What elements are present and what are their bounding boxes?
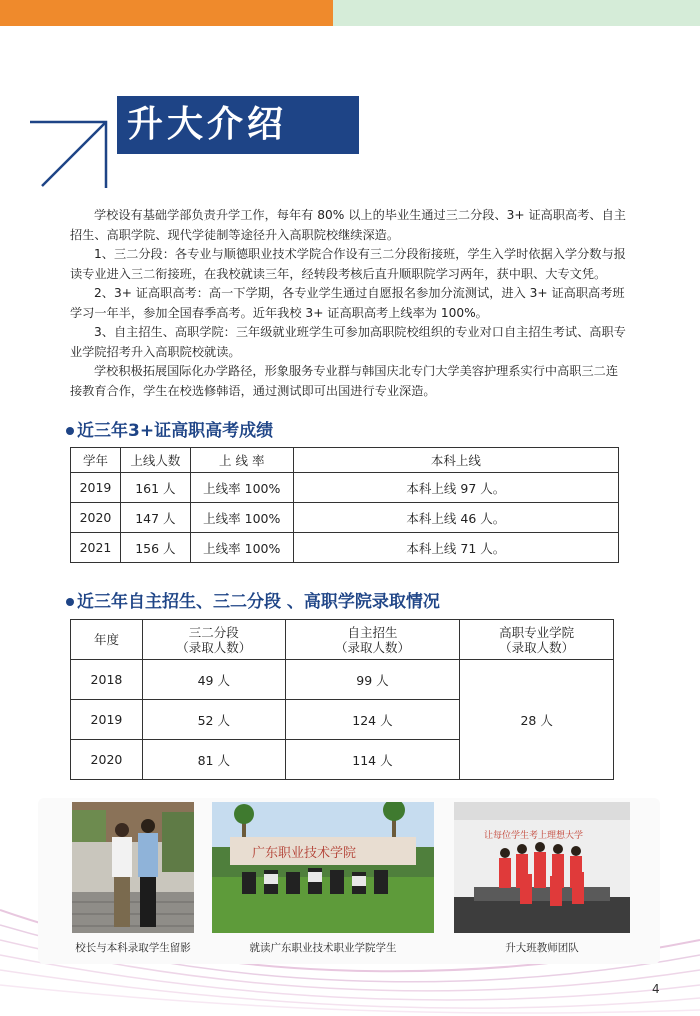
table-cell: 2019 (71, 473, 121, 503)
top-orange-bar (0, 0, 333, 26)
table-cell: 124 人 (285, 700, 460, 740)
page-number: 4 (652, 982, 660, 996)
header-line: 自主招生 (347, 624, 398, 640)
top-green-bar (333, 0, 700, 26)
header-line: （录取人数） (176, 639, 252, 655)
table-header-cell: 上线人数 (120, 448, 190, 473)
table-header-cell (460, 620, 614, 660)
arrow-decoration-icon (28, 112, 118, 192)
page-title: 升大介绍 (117, 96, 359, 154)
photo-illustration (72, 802, 194, 933)
table-header-cell: 学年 (71, 448, 121, 473)
table-cell: 本科上线 71 人。 (293, 533, 618, 563)
header-line: （录取人数） (334, 639, 410, 655)
table-cell: 114 人 (285, 740, 460, 780)
photo-illustration (212, 802, 434, 933)
photo-caption: 校长与本科录取学生留影 (75, 942, 191, 954)
banner-text: 让每位学生考上理想大学 (484, 831, 584, 841)
table-row (71, 473, 619, 503)
table-cell-merged: 28 人 (460, 660, 614, 780)
section-heading-text: 近三年自主招生、三二分段 、高职学院录取情况 (77, 592, 440, 612)
header-line: 三二分段 (188, 624, 239, 640)
table-header-cell: 本科上线 (293, 448, 618, 473)
section-heading-exam-results (66, 416, 273, 441)
table-cell: 2018 (71, 660, 143, 700)
table-cell: 2021 (71, 533, 121, 563)
table-cell: 156 人 (120, 533, 190, 563)
table-cell: 本科上线 46 人。 (293, 503, 618, 533)
table-cell: 本科上线 97 人。 (293, 473, 618, 503)
table-row (71, 503, 619, 533)
header-line: （录取人数） (499, 639, 575, 655)
header-line: 高职专业学院 (499, 624, 575, 640)
section-heading-text: 近三年3+证高职高考成绩 (77, 421, 274, 441)
table-header-cell: 年度 (71, 620, 143, 660)
table-row (71, 660, 614, 700)
table-cell: 81 人 (142, 740, 285, 780)
exam-results-table (70, 447, 619, 563)
table-header-cell (285, 620, 460, 660)
table-cell: 52 人 (142, 700, 285, 740)
table-header-cell: 上 线 率 (190, 448, 293, 473)
photo-caption: 升大班教师团队 (505, 942, 579, 954)
intro-paragraph: 1、三二分段：各专业与顺德职业技术学院合作设有三二分段衔接班，学生入学时依据入学分数与报读专业进入三二衔接班，在我校就读三年，经转段考核后直升顺职院学习两年，获中职、大专文凭。 (70, 247, 626, 281)
photo-illustration (454, 802, 630, 933)
section-heading-admissions (66, 587, 440, 612)
table-cell: 99 人 (285, 660, 460, 700)
sign-text: 广东职业技术学院 (252, 846, 357, 861)
table-cell: 上线率 100% (190, 473, 293, 503)
table-cell: 2020 (71, 740, 143, 780)
photo-college-students (212, 802, 434, 933)
table-cell: 上线率 100% (190, 533, 293, 563)
intro-paragraph: 学校积极拓展国际化办学路径，形象服务专业群与韩国庆北专门大学美容护理系实行中高职三二连接教育合作，学生在校选修韩语，通过测试即可出国进行专业深造。 (70, 364, 619, 398)
table-header-row (71, 620, 614, 660)
photo-caption: 就读广东职业技术职业学院学生 (249, 942, 397, 954)
table-cell: 2020 (71, 503, 121, 533)
table-cell: 147 人 (120, 503, 190, 533)
table-cell: 49 人 (142, 660, 285, 700)
intro-paragraph: 3、自主招生、高职学院：三年级就业班学生可参加高职院校组织的专业对口自主招生考试、高职专业学院招考升入高职院校就读。 (70, 325, 626, 359)
table-cell: 上线率 100% (190, 503, 293, 533)
admissions-table (70, 619, 614, 780)
table-header-cell (142, 620, 285, 660)
photo-principal-students (72, 802, 194, 933)
table-row (71, 533, 619, 563)
photo-teacher-team (454, 802, 630, 933)
table-cell: 2019 (71, 700, 143, 740)
bullet-dot-icon (66, 598, 74, 606)
intro-paragraph: 2、3+ 证高职高考：高一下学期，各专业学生通过自愿报名参加分流测试，进入 3+ 证高职高考班学习一年半，参加全国春季高考。近年我校 3+ 证高职高考上线率为 100%。 (70, 286, 625, 320)
bullet-dot-icon (66, 427, 74, 435)
table-header-row (71, 448, 619, 473)
intro-text (70, 206, 630, 401)
intro-paragraph: 学校设有基础学部负责升学工作，每年有 80% 以上的毕业生通过三二分段、3+ 证高职高考、自主招生、高职学院、现代学徒制等途径升入高职院校继续深造。 (70, 208, 626, 242)
table-cell: 161 人 (120, 473, 190, 503)
